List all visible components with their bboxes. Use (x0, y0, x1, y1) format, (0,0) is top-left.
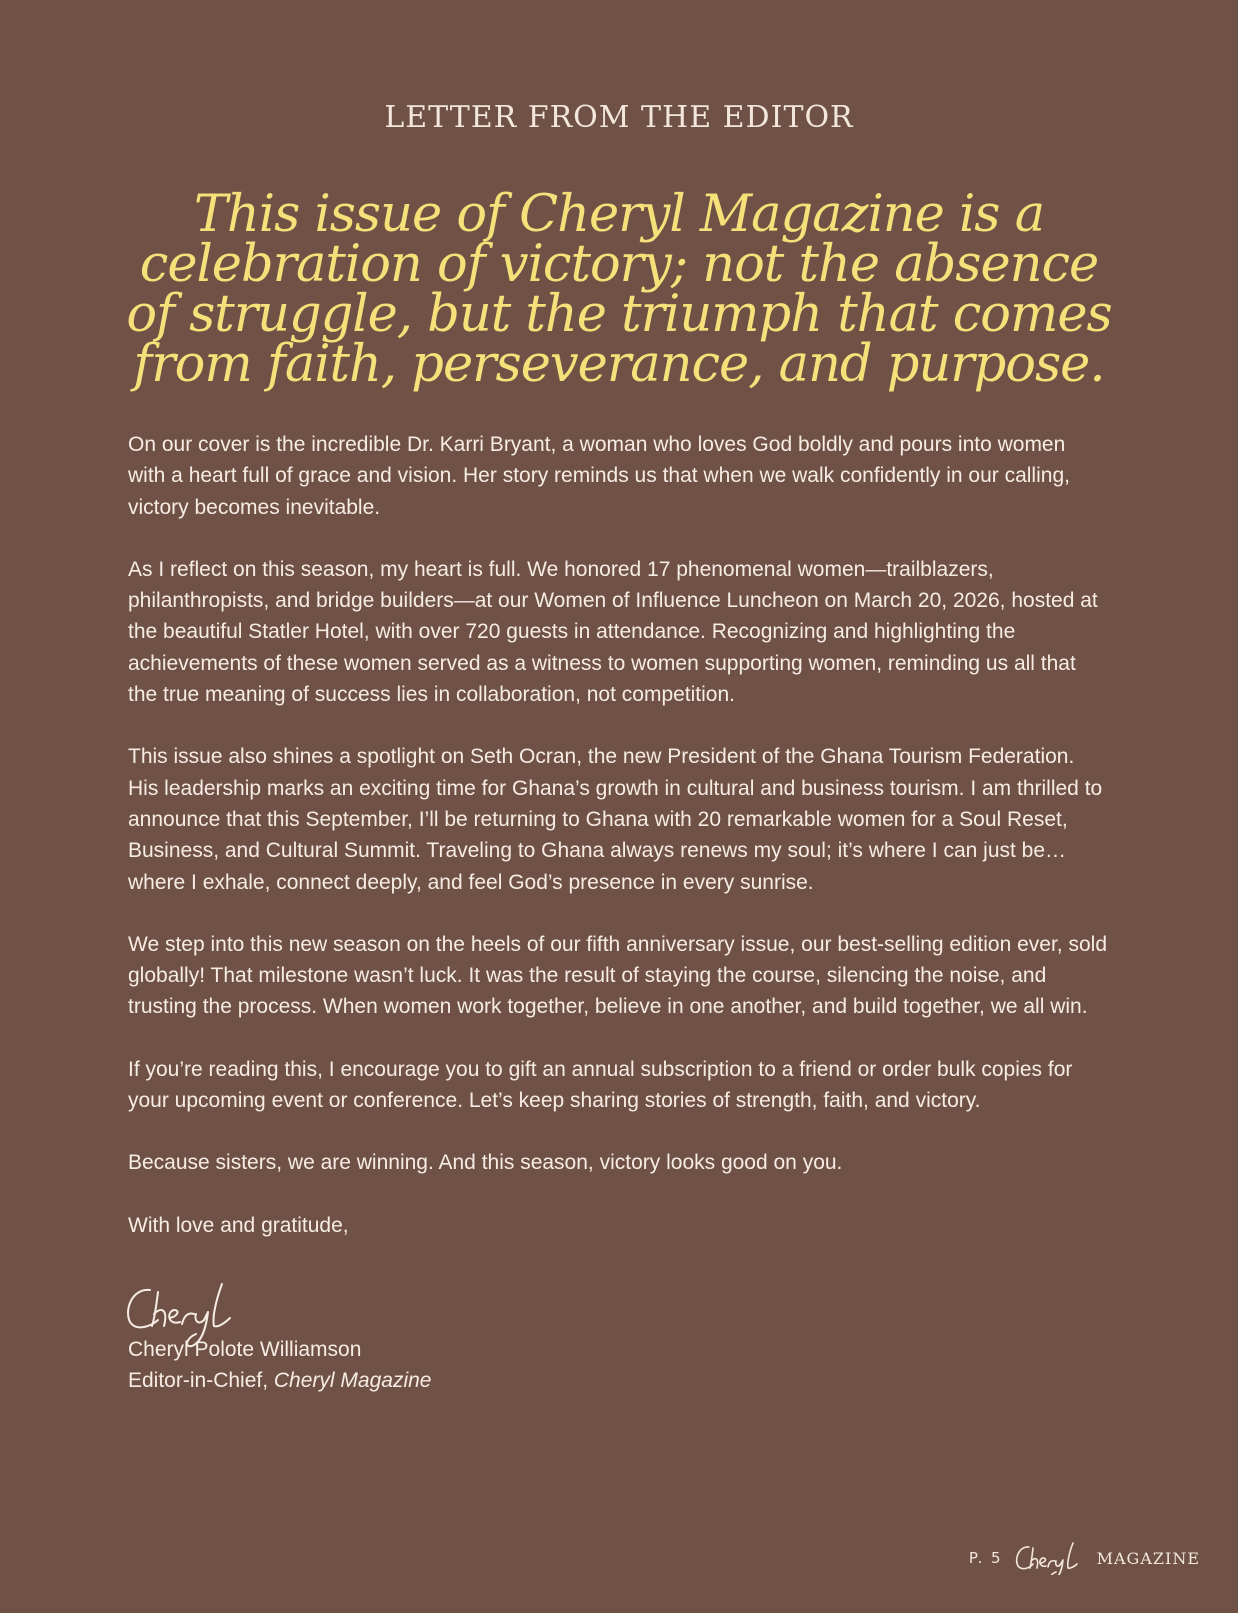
page-number: P. 5 (968, 1549, 1003, 1567)
editor-title (128, 1365, 431, 1396)
page-footer (969, 1541, 1200, 1575)
editor-publication: Cheryl Magazine (273, 1369, 432, 1393)
cheryl-logo-script (1013, 1541, 1091, 1575)
signature-block (128, 1334, 431, 1397)
magazine-wordmark: MAGAZINE (1096, 1548, 1200, 1568)
pull-quote: This issue of Cheryl Magazine is a celebration of victory; not the absence of struggle, but the triumph that comes from faith, perseverance, and purpose. (126, 185, 1112, 394)
paragraph-winning: Because sisters, we are winning. And this season, victory looks good on you. (128, 1151, 843, 1175)
closing-line: With love and gratitude, (128, 1213, 349, 1237)
paragraph-ghana: This issue also shines a spotlight on Seth Ocran, the new President of the Ghana Tourism Federation. His leadership marks an exciting time for Ghana’s growth in cultural and business tourism. I am thrilled to announce that this September, I’ll be returning to Ghana with 20 remarkable women for a Soul Reset, Business, and Cultural Summit. Traveling to Ghana always renews my soul; it’s where I can just be…where I exhale, connect deeply, and feel God’s presence in every sunrise. (128, 745, 1103, 894)
editor-name: Cheryl Polote Williamson (128, 1338, 362, 1361)
paragraph-anniversary: We step into this new season on the heels of our fifth anniversary issue, our best-selling edition ever, sold globally! That milestone wasn’t luck. It was the result of staying the course, silencing the noise, and trusting the process. When women work together, believe in one another, and build together, we all win. (128, 932, 1107, 1019)
paragraph-subscription: If you’re reading this, I encourage you to gift an annual subscription to a friend or order bulk copies for your upcoming event or conference. Let’s keep sharing stories of strength, faith, and victory. (128, 1057, 1073, 1113)
paragraph-luncheon: As I reflect on this season, my heart is full. We honored 17 phenomenal women—trailblazers, philanthropists, and bridge builders—at our Women of Influence Luncheon on March 20, 2026, hosted at the beautiful Statler Hotel, with over 720 guests in attendance. Recognizing and highlighting the achievements of these women served as a witness to women supporting women, reminding us all that the true meaning of success lies in collaboration, not competition. (128, 557, 1098, 707)
paragraph-cover-story: On our cover is the incredible Dr. Karri Bryant, a woman who loves God boldly and pours into women with a heart full of grace and vision. Her story reminds us that when we walk confidently in our calling, victory becomes inevitable. (128, 433, 1070, 519)
editor-title-prefix: Editor-in-Chief, (128, 1369, 274, 1393)
letter-body (128, 429, 1108, 1251)
section-title: LETTER FROM THE EDITOR (384, 100, 854, 135)
